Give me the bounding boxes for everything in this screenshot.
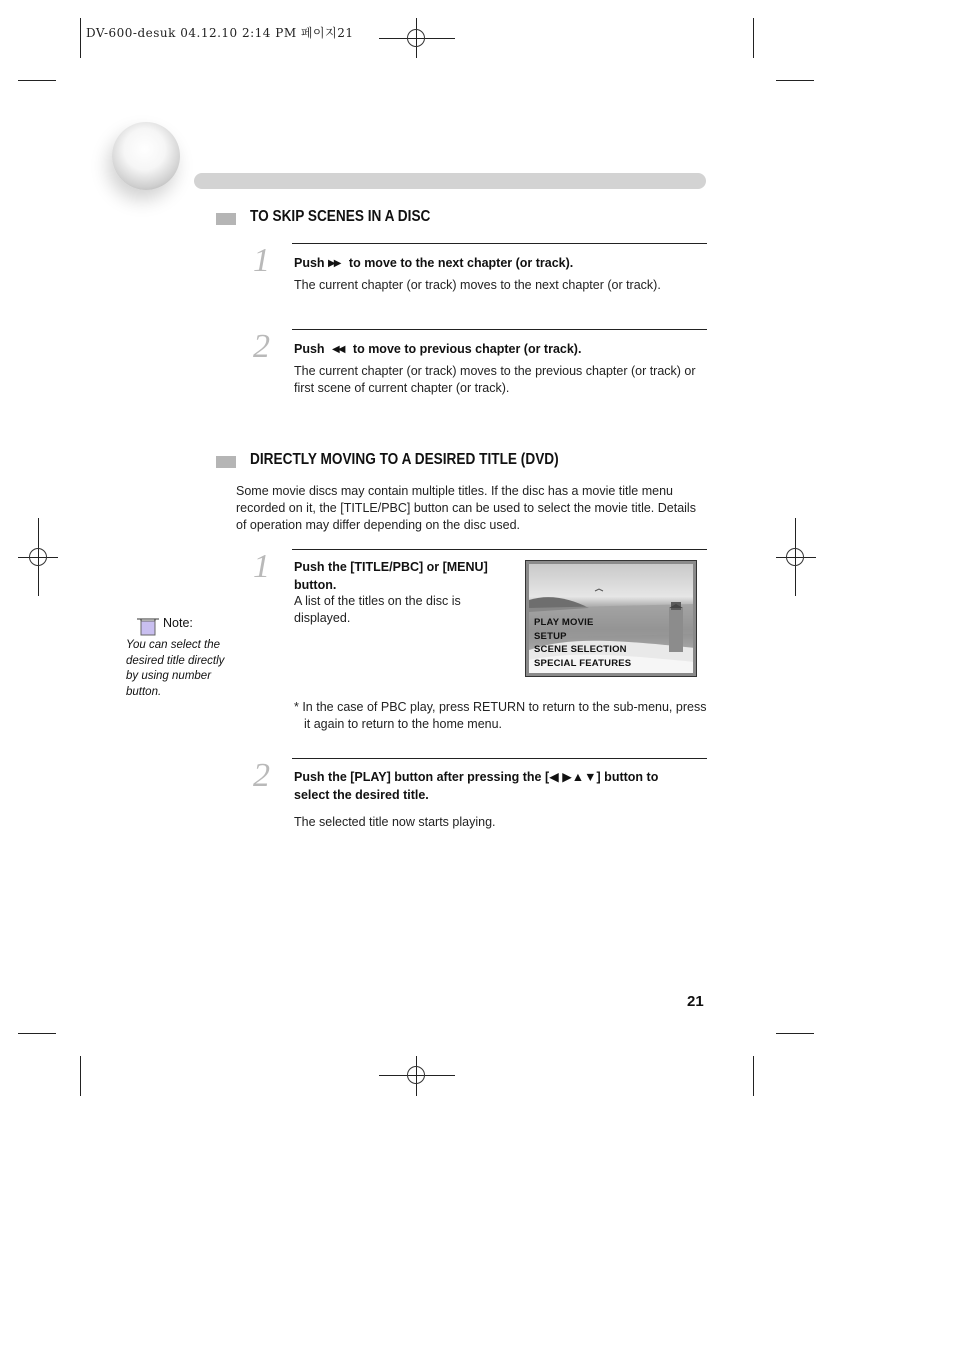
instruction-prefix: Push xyxy=(294,342,325,356)
header-bar xyxy=(194,173,706,189)
step-description: The selected title now starts playing. xyxy=(294,815,496,829)
decorative-sphere xyxy=(112,122,180,190)
step-divider xyxy=(292,758,707,759)
step-number: 2 xyxy=(253,757,270,794)
step-description: The current chapter (or track) moves to the next chapter (or track). xyxy=(294,278,661,292)
step-instruction xyxy=(294,256,573,270)
fast-forward-icon: ▶▶ xyxy=(328,258,340,269)
section-title-desired-title: DIRECTLY MOVING TO A DESIRED TITLE (DVD) xyxy=(250,451,559,468)
menu-item-play-movie: PLAY MOVIE xyxy=(534,617,594,628)
pbc-footnote: * In the case of PBC play, press RETURN to return to the sub-menu, press it again to return to the home menu. xyxy=(294,700,707,731)
section-intro: Some movie discs may contain multiple titles. If the disc has a movie title menu recorded on it, the [TITLE/PBC] button can be used to select the movie title. Details of operation may differ depending on the disc used. xyxy=(236,484,696,532)
step-instruction xyxy=(294,342,581,356)
step-instruction: Push the [TITLE/PBC] or [MENU] button. xyxy=(294,560,488,592)
title-menu-screenshot xyxy=(525,560,697,677)
step-divider xyxy=(292,243,707,244)
note-icon xyxy=(137,618,157,634)
step-instruction: Push the [PLAY] button after pressing the [◀ ▶▲▼] button to select the desired title. xyxy=(294,770,659,802)
step-divider xyxy=(292,549,707,550)
step-divider xyxy=(292,329,707,330)
step-description: The current chapter (or track) moves to the previous chapter (or track) or first scene of current chapter (or track). xyxy=(294,364,696,395)
step-number: 1 xyxy=(253,242,270,279)
instruction-prefix: Push xyxy=(294,256,325,270)
section-marker xyxy=(216,213,236,225)
instruction-suffix: to move to previous chapter (or track). xyxy=(352,342,582,356)
note-text: You can select the desired title directly by using number button. xyxy=(126,639,225,698)
step-number: 2 xyxy=(253,328,270,365)
menu-item-special-features: SPECIAL FEATURES xyxy=(534,658,632,669)
menu-item-scene-selection: SCENE SELECTION xyxy=(534,644,627,655)
step-number: 1 xyxy=(253,548,270,585)
section-title-skip-scenes: TO SKIP SCENES IN A DISC xyxy=(250,208,431,225)
rewind-icon: ◀◀ xyxy=(332,344,344,355)
note-label: Note: xyxy=(163,616,193,630)
print-header: DV-600-desuk 04.12.10 2:14 PM 페이지21 xyxy=(86,26,354,40)
section-marker xyxy=(216,456,236,468)
menu-item-setup: SETUP xyxy=(534,631,567,642)
instruction-suffix: to move to the next chapter (or track). xyxy=(348,256,574,270)
step-description: A list of the titles on the disc is displayed. xyxy=(294,594,461,625)
page-number: 21 xyxy=(687,993,704,1010)
